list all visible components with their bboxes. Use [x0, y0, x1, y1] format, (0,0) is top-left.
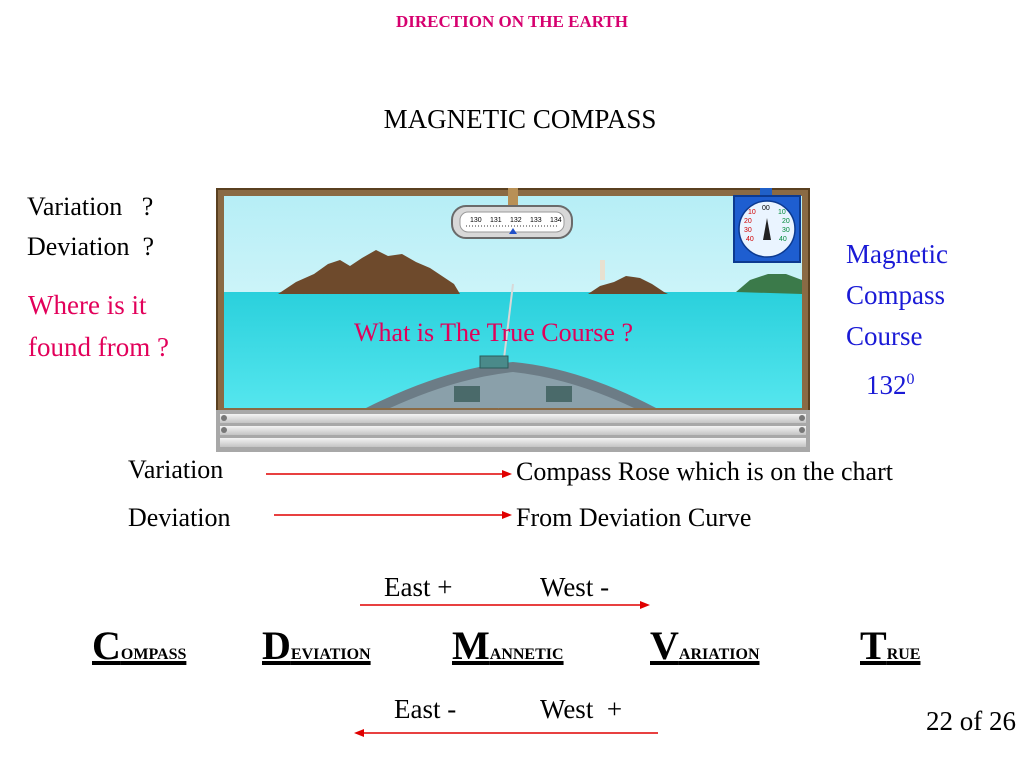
sill-rail-3	[220, 438, 806, 447]
rule-top-west: West -	[540, 572, 610, 602]
course-degrees: 132	[866, 370, 907, 400]
card-number-132: 132	[510, 217, 522, 224]
variation-source: Compass Rose which is on the chart	[516, 457, 893, 486]
mnemonic-true-rest: RUE	[886, 646, 921, 663]
sill-bolt	[221, 427, 227, 433]
mnemonic-deviation-rest: EVIATION	[290, 646, 371, 663]
found-question-line-2: found from ?	[28, 332, 169, 362]
dial-right-20: 20	[782, 218, 790, 225]
dial-hanger	[760, 188, 772, 196]
variation-arrow	[264, 468, 514, 480]
dial-right-40: 40	[779, 236, 787, 243]
course-label-line-3: Course	[846, 321, 923, 351]
rule-top-east: East +	[384, 572, 453, 602]
mnemonic-true	[860, 622, 920, 669]
mnemonic-magnetic-cap: M	[452, 623, 490, 668]
rule-bottom-east: East -	[394, 694, 457, 724]
sill-bolt	[221, 415, 227, 421]
variation-term: Variation	[128, 455, 224, 484]
dial-left-30: 30	[744, 227, 752, 234]
mnemonic-variation-rest: ARIATION	[678, 646, 760, 663]
sill-bolt	[799, 415, 805, 421]
mnemonic-deviation-cap: D	[262, 623, 291, 668]
mnemonic-compass	[92, 622, 186, 669]
deviation-arrow	[272, 509, 514, 521]
deviation-term: Deviation	[128, 503, 231, 532]
ship-bridge-scene	[216, 188, 810, 452]
dial-left-40: 40	[746, 236, 754, 243]
course-label-line-1: Magnetic	[846, 239, 948, 269]
card-number-130: 130	[470, 217, 482, 224]
mnemonic-magnetic-rest: ANNETIC	[489, 646, 564, 663]
rule-top-arrow	[358, 599, 658, 611]
dial-right-30: 30	[782, 227, 790, 234]
slide-title: MAGNETIC COMPASS	[383, 104, 657, 134]
page-number: 22 of 26	[926, 706, 1016, 736]
mnemonic-variation	[650, 622, 760, 669]
found-question-line-1: Where is it	[28, 290, 147, 320]
windlass-left	[454, 386, 480, 402]
mnemonic-magnetic	[452, 622, 564, 669]
mnemonic-true-cap: T	[860, 623, 887, 668]
dial-00: 00	[762, 205, 770, 212]
lighthouse	[600, 260, 605, 280]
rule-bottom-west: West +	[540, 694, 623, 724]
dial-right-10: 10	[778, 209, 786, 216]
true-course-question: What is The True Course ?	[354, 318, 633, 347]
sill-rail-2	[220, 426, 806, 435]
degree-superscript: 0	[906, 371, 915, 388]
sill-bolt	[799, 427, 805, 433]
variation-question: Variation ?	[27, 192, 154, 221]
dial-left-20: 20	[744, 218, 752, 225]
deviation-question: Deviation ?	[27, 232, 155, 261]
course-label-line-2: Compass	[846, 280, 946, 310]
card-number-134: 134	[550, 217, 562, 224]
deck-grating	[480, 356, 508, 368]
found-question	[28, 284, 169, 368]
magnetic-compass-course-label	[846, 234, 948, 357]
magnetic-course-value	[866, 370, 915, 401]
card-number-131: 131	[490, 217, 502, 224]
mnemonic-compass-rest: OMPASS	[120, 646, 187, 663]
windlass-right	[546, 386, 572, 402]
sill-rail-1	[220, 414, 806, 423]
slide-header: DIRECTION ON THE EARTH	[396, 12, 628, 31]
mnemonic-deviation	[262, 622, 371, 669]
dial-left-10: 10	[748, 209, 756, 216]
mnemonic-variation-cap: V	[650, 623, 679, 668]
deviation-source: From Deviation Curve	[516, 503, 752, 532]
mnemonic-compass-cap: C	[92, 623, 121, 668]
rule-bottom-arrow	[352, 727, 662, 739]
card-number-133: 133	[530, 217, 542, 224]
